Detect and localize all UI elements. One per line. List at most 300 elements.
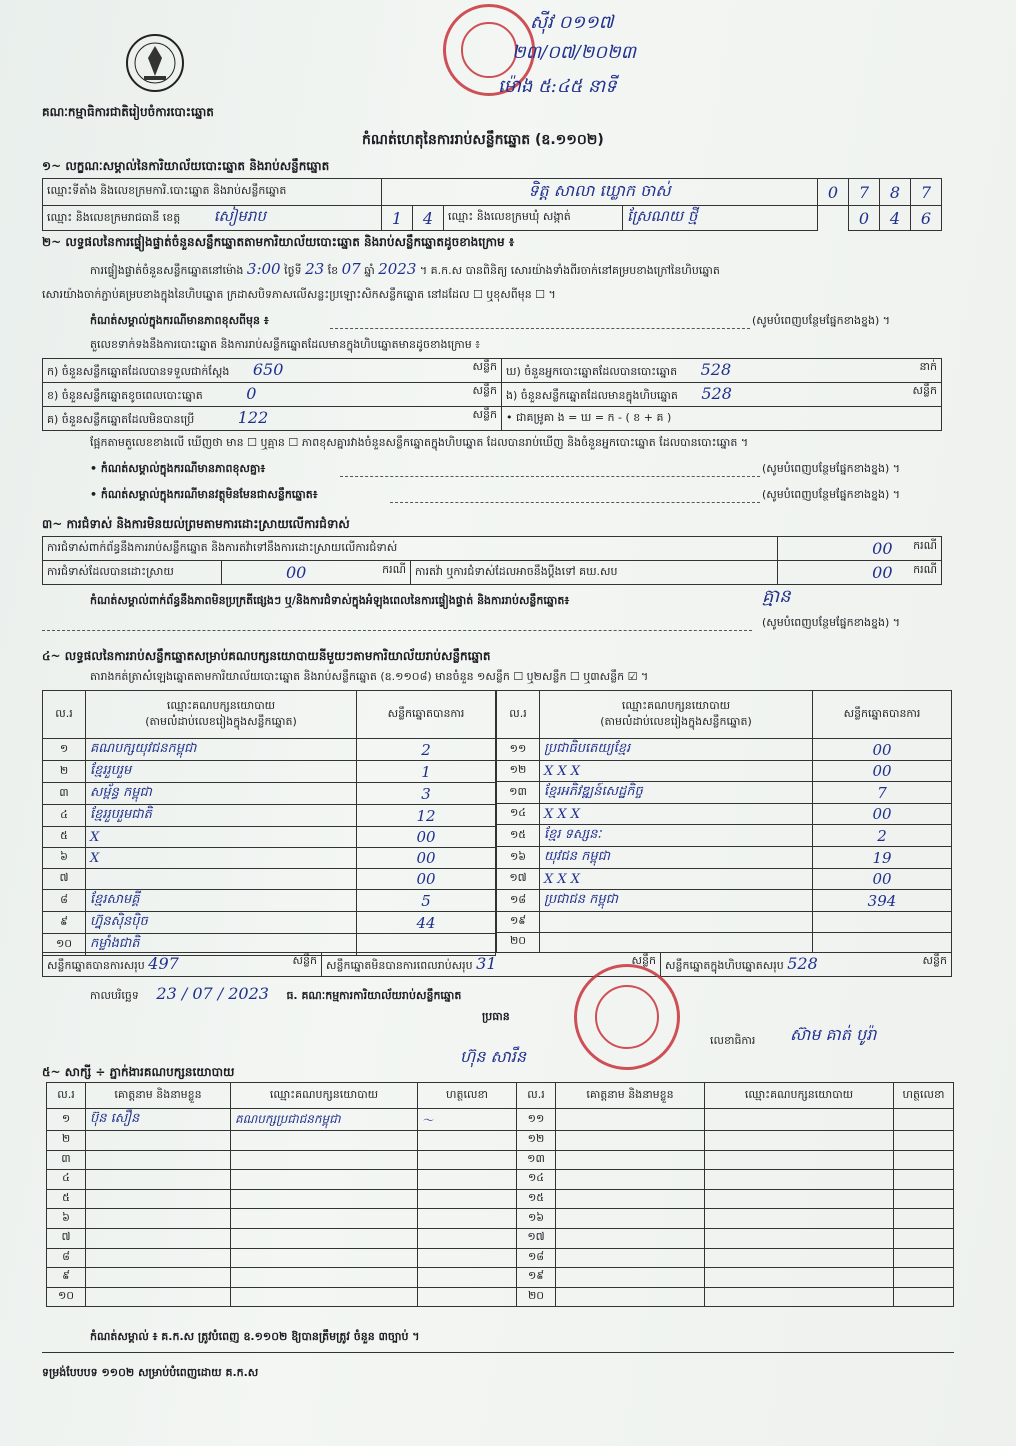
s4-left-table — [42, 690, 496, 956]
row-number: ១១ — [497, 739, 540, 761]
party-name: X X X — [540, 804, 813, 825]
vote-count: 3 — [357, 783, 496, 805]
party-name: សម្ព័ន្ធ កម្ពុជា — [86, 783, 357, 805]
witness-name — [86, 1228, 231, 1248]
s5-col-name: គោត្តនាម និងនាមខ្លួន — [86, 1083, 231, 1109]
party-name: ខ្មែរសាមគ្គី — [86, 890, 357, 912]
row-number: ១៥ — [497, 825, 540, 847]
s4-total-box — [661, 953, 952, 977]
table-row — [43, 783, 496, 805]
witness-signature — [418, 1131, 517, 1151]
secretary-name: ស៊ាម គាត់ បូរ៉ា — [790, 1025, 877, 1044]
row-number: ១៤ — [517, 1170, 556, 1190]
witness-name — [556, 1109, 705, 1131]
s4-col-party — [540, 691, 813, 739]
party-name: ប្រជាធិបតេយ្យខ្មែរ — [540, 739, 813, 761]
witness-signature — [418, 1248, 517, 1268]
row-number: ២០ — [497, 932, 540, 953]
party-name — [540, 932, 813, 953]
s2-row-c-label — [43, 407, 502, 431]
vote-count: 00 — [813, 869, 952, 890]
witness-party — [705, 1109, 894, 1131]
s4-label: សន្លឹកឆ្នោតបានការសរុប — [47, 959, 145, 972]
section3-title: ៣~ ការជំទាស់ និងការមិនយល់ព្រមតាមការដោះស្រាយលើការជំទាស់ — [42, 517, 350, 531]
witness-name — [86, 1131, 231, 1151]
table-row — [497, 804, 952, 825]
s2-row-a-label — [43, 359, 502, 383]
s2-month-label: ខែ — [327, 264, 339, 277]
s5-table — [46, 1082, 954, 1307]
s5-footnote: កំណត់សម្គាល់ ៖ គ.ក.ស ត្រូវបំពេញ ឧ.១១០២ ឱ្យបានត្រឹមត្រូវ ចំនួន ៣ច្បាប់ ។ — [90, 1330, 420, 1343]
s2-year-label: ឆ្នាំ — [364, 264, 375, 277]
party-name: X — [86, 848, 357, 869]
s5-col-sign: ហត្ថលេខា — [418, 1083, 517, 1109]
s4-col-party — [86, 691, 357, 739]
s2-para1 — [90, 260, 950, 280]
hw-date: ២៣/០៧/២០២៣ — [512, 42, 637, 63]
witness-party — [231, 1228, 418, 1248]
s3-note-label: កំណត់សម្គាល់ពាក់ព័ន្ធនឹងភាពមិនប្រក្រតីផ្សេងៗ ឬ/និងការជំទាស់ក្នុងអំឡុងពេលនៃការផ្ទៀងផ្ទាត់ និងការរាប់សន្លឹកឆ្នោត៖ — [90, 594, 570, 607]
witness-signature — [418, 1189, 517, 1209]
witness-name — [556, 1287, 705, 1307]
witness-party — [705, 1189, 894, 1209]
witness-name — [556, 1150, 705, 1170]
s4-left-body — [43, 739, 496, 956]
s2-bullet1: • កំណត់សម្គាល់ក្នុងករណីមានភាពខុសគ្នា៖ — [90, 462, 266, 475]
row-number: ៤ — [47, 1170, 86, 1190]
s3-row2-value-b: 00 — [872, 563, 893, 582]
vote-count: 44 — [357, 912, 496, 934]
witness-signature — [418, 1150, 517, 1170]
row-number: ១២ — [497, 761, 540, 782]
vote-count: 19 — [813, 847, 952, 869]
witness-party — [705, 1228, 894, 1248]
s2-unit: សន្លឹក — [472, 360, 497, 373]
witness-party — [231, 1189, 418, 1209]
s4-total-valid — [43, 953, 322, 977]
witness-signature — [418, 1268, 517, 1288]
party-name: ខ្មែររួបរួមជាតិ — [86, 805, 357, 827]
table-row — [43, 761, 496, 783]
section2-title: ២~ លទ្ធផលនៃការផ្ទៀងផ្ទាត់ចំនួនសន្លឹកឆ្នោតតាមការិយាល័យបោះឆ្នោត និងរាប់សន្លឹកឆ្នោតដូចខាងក្រោម ៖ — [42, 235, 515, 249]
row-number: ១៥ — [517, 1189, 556, 1209]
vote-count: 5 — [357, 890, 496, 912]
s4-date-label: កាលបរិច្ឆេទ — [90, 989, 139, 1002]
dotted-line — [340, 476, 760, 477]
s3-row1-value: 00 — [872, 539, 893, 558]
s4-col-party-sub: (តាមលំដាប់លេខរៀងក្នុងសន្លឹកឆ្នោត) — [145, 714, 297, 728]
s2-bullet2: • កំណត់សម្គាល់ក្នុងករណីមានវត្ថុមិនមែនជាសន្លឹកឆ្នោត៖ — [90, 488, 318, 501]
dotted-line — [390, 502, 760, 503]
s4-total-valid-value: 497 — [148, 954, 179, 973]
s2-intro: តួលេខទាក់ទងនឹងការបោះឆ្នោត និងការរាប់សន្លឹកឆ្នោតដែលមានក្នុងហិបឆ្នោតមានដូចខាងក្រោម ៖ — [90, 338, 481, 351]
party-name: X X X — [540, 869, 813, 890]
secretary-label: លេខាធិការ — [710, 1034, 756, 1047]
party-name: ប្រជាជន កម្ពុជា — [540, 890, 813, 912]
s3-row2-label-b: ការតវ៉ា ឬការជំទាស់ដែលអាចនឹងប្តឹងទៅ គឃ.សប — [411, 561, 778, 585]
s1-digit: 0 — [849, 206, 880, 231]
s1-row2-label — [43, 206, 382, 231]
s1-digit: 0 — [818, 179, 849, 206]
table-row — [43, 869, 496, 890]
org-name: គណៈកម្មាធិការជាតិរៀបចំការបោះឆ្នោត — [42, 105, 214, 119]
s4-right-table — [496, 690, 952, 953]
row-number: ១៩ — [497, 912, 540, 933]
table-row — [497, 761, 952, 782]
row-number: ១៨ — [517, 1248, 556, 1268]
s3-row2-value-b-cell — [778, 561, 942, 585]
s5-col-sign: ហត្ថលេខា — [894, 1083, 954, 1109]
witness-party — [231, 1209, 418, 1229]
witness-party — [705, 1287, 894, 1307]
s2-time: 3:00 — [246, 260, 281, 278]
s1-digit: 4 — [413, 206, 444, 231]
s1-row2-label-b: ឈ្មោះ និងលេខក្រមឃុំ សង្កាត់ — [444, 206, 623, 231]
witness-party — [705, 1170, 894, 1190]
s1-row2-value: សៀមរាប — [213, 207, 266, 225]
row-number: ១ — [43, 739, 86, 761]
s3-unit: ករណី — [913, 563, 937, 576]
party-name — [540, 912, 813, 933]
s3-unit: ករណី — [382, 563, 406, 576]
s2-check-line: ផ្អែកតាមតួលេខខាងលើ ឃើញថា មាន ☐ ឬគ្មាន ☐ ភាពខុសគ្នារវាងចំនួនសន្លឹកឆ្នោតក្នុងហិបឆ្នោត ដែលបានរាប់ឃើញ និងចំនួនអ្នកបោះឆ្នោត ដែលបានបោះឆ្នោត ។ — [90, 436, 749, 449]
table-row — [497, 869, 952, 890]
s2-bullet-hint: (សូមបំពេញបន្ថែមផ្នែកខាងខ្នង) ។ — [762, 488, 901, 501]
table-row — [497, 847, 952, 869]
s2-label: ក) ចំនួនសន្លឹកឆ្នោតដែលបានទទួលជាក់ស្តែង — [47, 365, 230, 378]
witness-signature — [418, 1228, 517, 1248]
s5-footer: ទម្រង់បែបបទ ១១០២ សម្រាប់បំពេញដោយ គ.ក.ស — [42, 1366, 259, 1379]
row-number: ៣ — [43, 783, 86, 805]
row-number: ១២ — [517, 1131, 556, 1151]
party-name: គណបក្សយុវជនកម្ពុជា — [86, 739, 357, 761]
table-row — [43, 912, 496, 934]
witness-name — [86, 1209, 231, 1229]
s4-total-box-value: 528 — [787, 954, 818, 973]
s5-col-party: ឈ្មោះគណបក្សនយោបាយ — [231, 1083, 418, 1109]
witness-name — [556, 1209, 705, 1229]
hw-time: ម៉ោង ៥:៤៥ នាទី — [498, 76, 617, 97]
table-row — [47, 1150, 954, 1170]
section4-title: ៤~ លទ្ធផលនៃការរាប់សន្លឹកឆ្នោតសម្រាប់គណបក្សនយោបាយនីមួយៗតាមការិយាល័យរាប់សន្លឹកឆ្នោត — [42, 649, 491, 663]
witness-signature: ～ — [418, 1109, 517, 1131]
witness-signature — [894, 1109, 954, 1131]
vote-count: 00 — [357, 869, 496, 890]
witness-signature — [894, 1150, 954, 1170]
s5-body — [47, 1109, 954, 1307]
president-name: ហ៊ុន សារឹន — [460, 1047, 527, 1066]
table-row — [47, 1287, 954, 1307]
witness-signature — [418, 1170, 517, 1190]
row-number: ៣ — [47, 1150, 86, 1170]
s2-label: ឃ) ចំនួនអ្នកបោះឆ្នោតដែលបានបោះឆ្នោត — [506, 365, 678, 378]
party-name — [86, 869, 357, 890]
vote-count: 00 — [813, 761, 952, 782]
table-row — [47, 1189, 954, 1209]
s4-committee-label: ធ. គណៈកម្មការការិយាល័យរាប់សន្លឹកឆ្នោត — [286, 989, 462, 1002]
s3-note-value: គ្មាន — [762, 586, 791, 607]
row-number: ៧ — [47, 1228, 86, 1248]
s1-row2-value-b: ស្រែណយ ថ្មី — [623, 206, 818, 231]
table-row — [43, 805, 496, 827]
s4-label: សន្លឹកឆ្នោតមិនបានការពេលរាប់សរុប — [326, 959, 473, 972]
s1-digit: 7 — [911, 179, 942, 206]
s1-digit: 8 — [880, 179, 911, 206]
party-name: X — [86, 827, 357, 848]
row-number: ៩ — [43, 912, 86, 934]
witness-signature — [418, 1209, 517, 1229]
row-number: ១៤ — [497, 804, 540, 825]
s4-col-party-text: ឈ្មោះគណបក្សនយោបាយ — [621, 698, 731, 712]
witness-name — [86, 1189, 231, 1209]
row-number: ១៦ — [497, 847, 540, 869]
section1-title: ១~ លក្ខណៈសម្គាល់នៃការិយាល័យបោះឆ្នោត និងរាប់សន្លឹកឆ្នោត — [42, 159, 330, 173]
s2-note-hint: (សូមបំពេញបន្ថែមផ្នែកខាងខ្នង) ។ — [752, 314, 891, 327]
divider — [42, 1352, 954, 1353]
section1-table — [42, 178, 942, 231]
s3-row2-label: ការជំទាស់ដែលបានដោះស្រាយ — [43, 561, 222, 585]
s2-day-label: ថ្ងៃទី — [284, 264, 302, 277]
dotted-line — [330, 328, 750, 329]
table-row — [47, 1268, 954, 1288]
s2-value: 0 — [246, 384, 257, 403]
row-number: ៨ — [43, 890, 86, 912]
witness-signature — [894, 1209, 954, 1229]
s2-value: 528 — [700, 360, 732, 379]
s4-unit: សន្លឹក — [631, 954, 656, 967]
s3-unit: ករណី — [913, 539, 937, 552]
s2-note-label: កំណត់សម្គាល់ក្នុងករណីមានភាពខុសពីមុន ៖ — [90, 314, 269, 327]
row-number: ៦ — [43, 848, 86, 869]
row-number: ១៧ — [517, 1228, 556, 1248]
party-name: ខ្មែរ ទស្សនៈ — [540, 825, 813, 847]
witness-party — [705, 1209, 894, 1229]
s4-unit: សន្លឹក — [292, 954, 317, 967]
vote-count: 00 — [813, 739, 952, 761]
witness-party — [231, 1287, 418, 1307]
s2-row-e-label — [502, 383, 942, 407]
witness-party — [705, 1268, 894, 1288]
witness-signature — [894, 1287, 954, 1307]
witness-name — [556, 1131, 705, 1151]
s4-col-no: ល.រ — [497, 691, 540, 739]
s2-value: 122 — [237, 408, 269, 427]
row-number: ២ — [43, 761, 86, 783]
party-name: យុវជន កម្ពុជា — [540, 847, 813, 869]
witness-signature — [894, 1228, 954, 1248]
s2-day: 23 — [305, 260, 325, 278]
witness-signature — [894, 1248, 954, 1268]
spacer — [818, 206, 849, 231]
s4-col-no: ល.រ — [43, 691, 86, 739]
row-number: ១៣ — [517, 1150, 556, 1170]
row-number: ១១ — [517, 1109, 556, 1131]
president-label: ប្រធាន — [482, 1010, 510, 1023]
table-row — [43, 890, 496, 912]
witness-signature — [894, 1170, 954, 1190]
witness-name — [86, 1170, 231, 1190]
form-title: កំណត់ហេតុនៃការរាប់សន្លឹកឆ្នោត (ឧ.១១០២) — [362, 132, 604, 148]
table-row — [43, 739, 496, 761]
witness-signature — [894, 1131, 954, 1151]
s5-col-name: គោត្តនាម និងនាមខ្លួន — [556, 1083, 705, 1109]
row-number: ៨ — [47, 1248, 86, 1268]
vote-count: 2 — [357, 739, 496, 761]
witness-name — [556, 1189, 705, 1209]
witness-party: គណបក្សប្រជាជនកម្ពុជា — [231, 1109, 418, 1131]
s4-col-votes: សន្លឹកឆ្នោតបានការ — [357, 691, 496, 739]
s4-label: សន្លឹកឆ្នោតក្នុងហិបឆ្នោតសរុប — [665, 959, 784, 972]
s3-row2-value-cell — [222, 561, 411, 585]
s4-date-line — [90, 984, 461, 1005]
s3-note-hint: (សូមបំពេញបន្ថែមផ្នែកខាងខ្នង) ។ — [762, 616, 901, 629]
vote-count: 00 — [357, 848, 496, 869]
vote-count: 12 — [357, 805, 496, 827]
witness-signature — [418, 1287, 517, 1307]
row-number: ១៩ — [517, 1268, 556, 1288]
witness-name — [556, 1248, 705, 1268]
witness-name: ប៊ុន សឿន — [86, 1109, 231, 1131]
table-row — [497, 782, 952, 804]
row-number: ៦ — [47, 1209, 86, 1229]
row-number: ១៧ — [497, 869, 540, 890]
s4-col-votes: សន្លឹកឆ្នោតបានការ — [813, 691, 952, 739]
s2-formula: • ជាគម្រូគា ង = ឃ = ក - ( ខ + គ ) — [502, 407, 942, 431]
table-row — [497, 890, 952, 912]
s4-total-invalid-value: 31 — [476, 954, 497, 973]
row-number: ៧ — [43, 869, 86, 890]
s2-bullet-hint: (សូមបំពេញបន្ថែមផ្នែកខាងខ្នង) ។ — [762, 462, 901, 475]
s1-digit: 7 — [849, 179, 880, 206]
s2-label: ង) ចំនួនសន្លឹកឆ្នោតដែលមានក្នុងហិបឆ្នោត — [506, 389, 678, 402]
vote-count: 00 — [813, 804, 952, 825]
hw-code: ស៊ីវ ០១១៧ — [530, 12, 614, 33]
row-number: ១៨ — [497, 890, 540, 912]
table-row — [497, 825, 952, 847]
party-name: ខ្មែរអភិវឌ្ឍន៍សេដ្ឋកិច្ច — [540, 782, 813, 804]
vote-count — [813, 912, 952, 933]
s1-row2-label-text: ឈ្មោះ និងលេខក្រមរាជធានី ខេត្ត — [47, 211, 181, 224]
vote-count: 7 — [813, 782, 952, 804]
witness-name — [86, 1268, 231, 1288]
section2-table — [42, 358, 942, 431]
s2-unit: នាក់ — [919, 360, 937, 373]
witness-party — [705, 1248, 894, 1268]
s2-unit: សន្លឹក — [472, 408, 497, 421]
table-row — [47, 1248, 954, 1268]
section5-title: ៥~ សាក្សី ÷ ភ្នាក់ងារគណបក្សនយោបាយ — [42, 1065, 235, 1079]
row-number: ៩ — [47, 1268, 86, 1288]
table-row — [47, 1109, 954, 1131]
witness-name — [556, 1170, 705, 1190]
s2-para1-text: ការផ្ទៀងផ្ទាត់ចំនួនសន្លឹកឆ្នោតនៅម៉ោង — [90, 264, 244, 277]
row-number: ២០ — [517, 1287, 556, 1307]
table-row — [47, 1131, 954, 1151]
witness-party — [705, 1131, 894, 1151]
s1-digit: 4 — [880, 206, 911, 231]
party-name: X X X — [540, 761, 813, 782]
s2-unit: សន្លឹក — [912, 384, 937, 397]
row-number: ១ — [47, 1109, 86, 1131]
s2-row-d-label — [502, 359, 942, 383]
witness-name — [556, 1268, 705, 1288]
s4-unit: សន្លឹក — [922, 954, 947, 967]
dotted-line — [42, 630, 752, 631]
s2-row-b-label — [43, 383, 502, 407]
s4-date-value: 23 / 07 / 2023 — [156, 984, 269, 1003]
witness-name — [86, 1248, 231, 1268]
table-row — [43, 848, 496, 869]
s2-month: 07 — [341, 260, 361, 278]
party-name: ហ្វ៊ុនស៊ិនប៉ិច — [86, 912, 357, 934]
witness-name — [86, 1287, 231, 1307]
table-row — [43, 827, 496, 848]
s3-row1-value-cell — [778, 537, 942, 561]
vote-count: 00 — [357, 827, 496, 848]
table-row — [497, 932, 952, 953]
s4-intro: តារាងកត់ត្រាសំឡេងឆ្នោតតាមការិយាល័យបោះឆ្នោត និងរាប់សន្លឹកឆ្នោត (ឧ.១១០៨) មានចំនួន ១សន្លឹក ☐ ឬ២សន្លឹក ☐ ឬ៣សន្លឹក ☑ ។ — [90, 670, 649, 683]
row-number: ៤ — [43, 805, 86, 827]
witness-party — [231, 1150, 418, 1170]
row-number: ២ — [47, 1131, 86, 1151]
witness-party — [705, 1150, 894, 1170]
row-number: ១៣ — [497, 782, 540, 804]
witness-signature — [894, 1189, 954, 1209]
s1-digit: 1 — [382, 206, 413, 231]
s2-year: 2023 — [378, 260, 417, 278]
s2-label: គ) ចំនួនសន្លឹកឆ្នោតដែលមិនបានប្រើ — [47, 413, 195, 426]
row-number: ៥ — [47, 1189, 86, 1209]
table-row — [497, 912, 952, 933]
s5-col-party: ឈ្មោះគណបក្សនយោបាយ — [705, 1083, 894, 1109]
witness-party — [231, 1268, 418, 1288]
s4-col-party-sub: (តាមលំដាប់លេខរៀងក្នុងសន្លឹកឆ្នោត) — [600, 714, 752, 728]
table-row — [47, 1228, 954, 1248]
s5-col-no: ល.រ — [47, 1083, 86, 1109]
witness-name — [86, 1150, 231, 1170]
s4-right-body — [497, 739, 952, 953]
vote-count: 1 — [357, 761, 496, 783]
row-number: ១០ — [47, 1287, 86, 1307]
party-name: ខ្មែររួបរួម — [86, 761, 357, 783]
s1-row1-label: ឈ្មោះទីតាំង និងលេខក្រមការិ.បោះឆ្នោត និងរាប់សន្លឹកឆ្នោត — [43, 179, 382, 206]
s4-col-party-text: ឈ្មោះគណបក្សនយោបាយ — [166, 698, 276, 712]
witness-name — [556, 1228, 705, 1248]
s2-para2: សោរយ៉ាងចាក់ភ្ជាប់គម្របខាងក្នុងនៃហិបឆ្នោត ក្រដាសបិទភាសលើសន្លះប្រឡោះសិកសន្លឹកឆ្នោត នៅដដែល ☐ ឬខុសពីមុន ☐ ។ — [42, 288, 556, 301]
vote-count — [813, 932, 952, 953]
s2-para1-rest: ។ គ.ក.ស បានពិនិត្យ សោរយ៉ាងទាំងពីរចាក់នៅគម្របខាងក្រៅនៃហិបឆ្នោត — [419, 264, 720, 277]
witness-party — [231, 1170, 418, 1190]
table-row — [47, 1209, 954, 1229]
emblem-icon — [124, 32, 186, 94]
s4-totals-table — [42, 952, 952, 977]
row-number: ១៦ — [517, 1209, 556, 1229]
row-number: ១០ — [43, 934, 86, 956]
s2-unit: សន្លឹក — [472, 384, 497, 397]
witness-signature — [894, 1268, 954, 1288]
section3-table — [42, 536, 942, 585]
table-row — [497, 739, 952, 761]
s2-label: ខ) ចំនួនសន្លឹកឆ្នោតខូចពេលបោះឆ្នោត — [47, 389, 203, 402]
s5-col-no: ល.រ — [517, 1083, 556, 1109]
s1-digit: 6 — [911, 206, 942, 231]
s2-value: 650 — [252, 360, 284, 379]
committee-seal-stamp — [574, 964, 680, 1070]
witness-party — [231, 1248, 418, 1268]
s3-row1-label: ការជំទាស់ពាក់ព័ន្ធនឹងការរាប់សន្លឹកឆ្នោត និងការតវ៉ាទៅនឹងការដោះស្រាយលើការជំទាស់ — [43, 537, 778, 561]
witness-party — [231, 1131, 418, 1151]
row-number: ៥ — [43, 827, 86, 848]
